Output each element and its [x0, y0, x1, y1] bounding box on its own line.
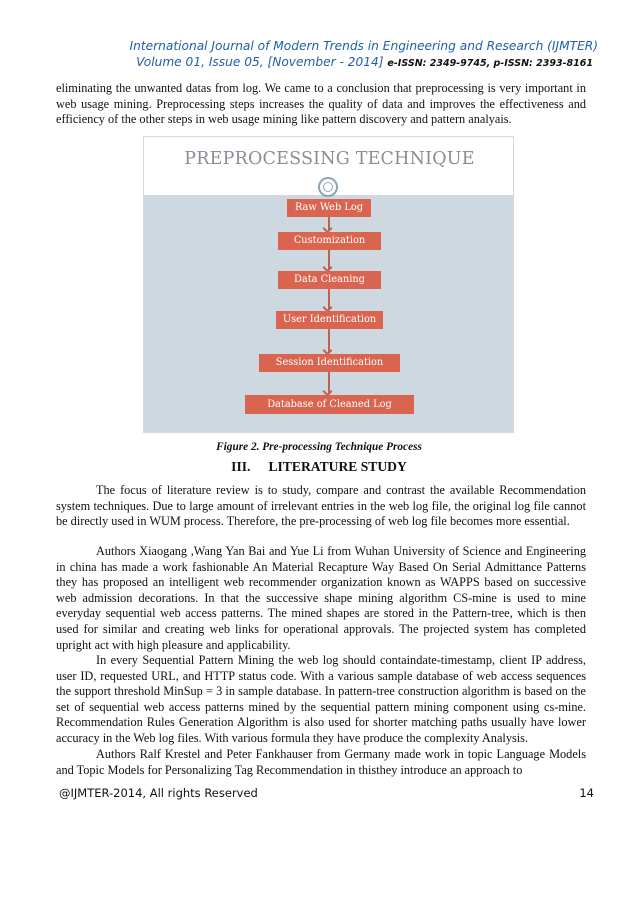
figure-title: PREPROCESSING TECHNIQUE	[184, 149, 475, 169]
page-number: 14	[579, 786, 594, 800]
figure-arrow-icon	[328, 289, 330, 309]
figure-step-customization: Customization	[278, 232, 381, 250]
journal-issue-line	[0, 55, 638, 69]
body-paragraph-4: In every Sequential Pattern Mining the web log should containdate-timestamp, client IP address, user ID, requested URL, and HTTP status code. With a various sample database of web access sequences the support threshold MinSup = 3 in sample database. In pattern-tree construction algorithm is based on the set of sequential web access patterns mined by the sequential pattern mining component using cs-mine. Recommendation Rules Generation Algorithm is also used for shorter matching paths usually have lower accuracy in the Web log files. With various formula they have produce the complexity Analysis.	[56, 653, 586, 745]
body-paragraph-5: Authors Ralf Krestel and Peter Fankhauser from Germany made work in topic Language Models and Topic Models for Personalizing Tag Recommendation in thisthey introduce an approach to	[56, 747, 586, 777]
figure-arrow-icon	[328, 329, 330, 352]
preprocessing-figure	[143, 136, 514, 433]
figure-step-data-cleaning: Data Cleaning	[278, 271, 381, 289]
figure-step-user-identification: User Identification	[276, 311, 383, 329]
figure-step-database-of-cleaned-log: Database of Cleaned Log	[245, 395, 414, 414]
figure-step-session-identification: Session Identification	[259, 354, 400, 372]
figure-caption: Figure 2. Pre-processing Technique Process	[216, 441, 422, 453]
footer-copyright: @IJMTER-2014, All rights Reserved	[59, 786, 258, 800]
section-number: III.	[231, 459, 251, 474]
figure-arrow-icon	[328, 250, 330, 269]
figure-step-raw-web-log: Raw Web Log	[287, 199, 371, 217]
section-heading	[0, 459, 638, 475]
journal-title: International Journal of Modern Trends in Engineering and Research (IJMTER)	[129, 39, 598, 53]
body-paragraph-3: Authors Xiaogang ,Wang Yan Bai and Yue Li from Wuhan University of Science and Engineering in china has made a work fashionable An Material Recapture Way Based On Serial Admittance Patterns they has proposed an intelligent web recommender organization known as WAPPS based on successive web admission decorations. In that the successive shape mining algorithm CS-mine is used to mine everyday sequential web access patterns. The mined shapes are stored in the Pattern-tree, which is then used for similar and creating web links for operational approvals. The projected system has completed upright act with high pleasure and applicability.	[56, 544, 586, 652]
figure-arrow-icon	[328, 372, 330, 393]
journal-volume: Volume 01, Issue 05, [November - 2014]	[136, 55, 384, 69]
body-paragraph-1: eliminating the unwanted datas from log. We came to a conclusion that preprocessing is very important in web usage mining. Preprocessing steps increases the quality of data and improves the effectiveness and efficiency of the other steps in web usage mining like pattern discovery and pattern analyais.	[56, 81, 586, 127]
figure-circle-icon	[318, 177, 338, 197]
figure-arrow-icon	[328, 217, 330, 230]
journal-issn: e-ISSN: 2349-9745, p-ISSN: 2393-8161	[387, 58, 593, 69]
section-title: LITERATURE STUDY	[268, 459, 407, 474]
body-paragraph-2: The focus of literature review is to study, compare and contrast the available Recommendation system techniques. Due to large amount of irrelevant entries in the web log file, the original log file cannot be directly used in WUM process. Therefore, the pre-processing of web log file becomes more essential.	[56, 483, 586, 529]
